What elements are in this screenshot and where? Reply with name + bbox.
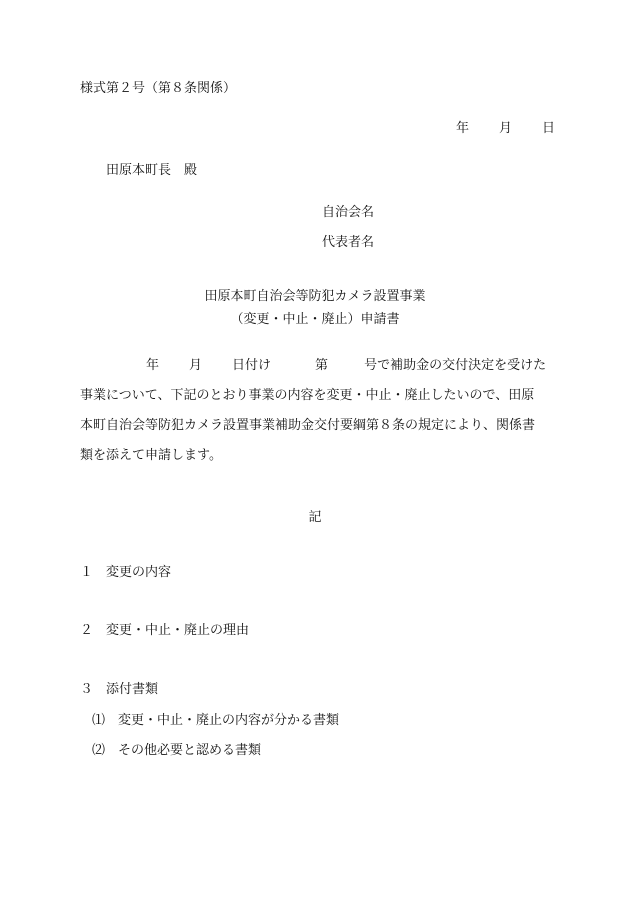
ki-heading: 記 <box>308 510 322 525</box>
date-day: 日 <box>542 121 556 136</box>
item-number: １ <box>80 565 94 580</box>
item-change-content <box>80 564 171 582</box>
date-year: 年 <box>456 121 470 136</box>
body-line-3: 本町自治会等防犯カメラ設置事業補助金交付要綱第８条の規定により、関係書 <box>80 418 536 433</box>
body-month: 月 <box>189 358 203 373</box>
item-number: ２ <box>80 623 94 638</box>
item-reason <box>80 622 249 640</box>
item-number: ３ <box>80 682 94 697</box>
document-title-line1: 田原本町自治会等防犯カメラ設置事業 <box>204 289 426 304</box>
attachment-item <box>92 712 339 730</box>
date-month: 月 <box>499 121 513 136</box>
attachment-item <box>92 742 261 760</box>
body-line1-end: 号で補助金の交付決定を受けた <box>364 358 547 373</box>
body-number-prefix: 第 <box>315 358 329 373</box>
document-title-line2: （変更・中止・廃止）申請書 <box>230 312 400 327</box>
body-line-4: 類を添えて申請します。 <box>80 448 222 463</box>
body-year: 年 <box>146 358 160 373</box>
attachment-label: 変更・中止・廃止の内容が分かる書類 <box>118 713 340 728</box>
item-label: 添付書類 <box>106 682 159 697</box>
attachment-number: ⑵ <box>92 743 106 758</box>
addressee: 田原本町長 殿 <box>106 163 198 178</box>
item-label: 変更・中止・廃止の理由 <box>106 623 250 638</box>
representative-name-label: 代表者名 <box>322 235 375 250</box>
item-label: 変更の内容 <box>106 565 172 580</box>
attachment-label: その他必要と認める書類 <box>118 743 262 758</box>
form-number: 様式第２号（第８条関係） <box>80 81 237 96</box>
request-body <box>80 351 550 471</box>
date-line <box>456 120 555 138</box>
attachment-number: ⑴ <box>92 713 106 728</box>
body-line-1 <box>80 351 550 381</box>
item-attachments <box>80 681 158 699</box>
body-date-suffix: 日付け <box>232 358 272 373</box>
body-line-2: 事業について、下記のとおり事業の内容を変更・中止・廃止したいので、田原 <box>80 388 535 403</box>
organization-name-label: 自治会名 <box>322 205 375 220</box>
